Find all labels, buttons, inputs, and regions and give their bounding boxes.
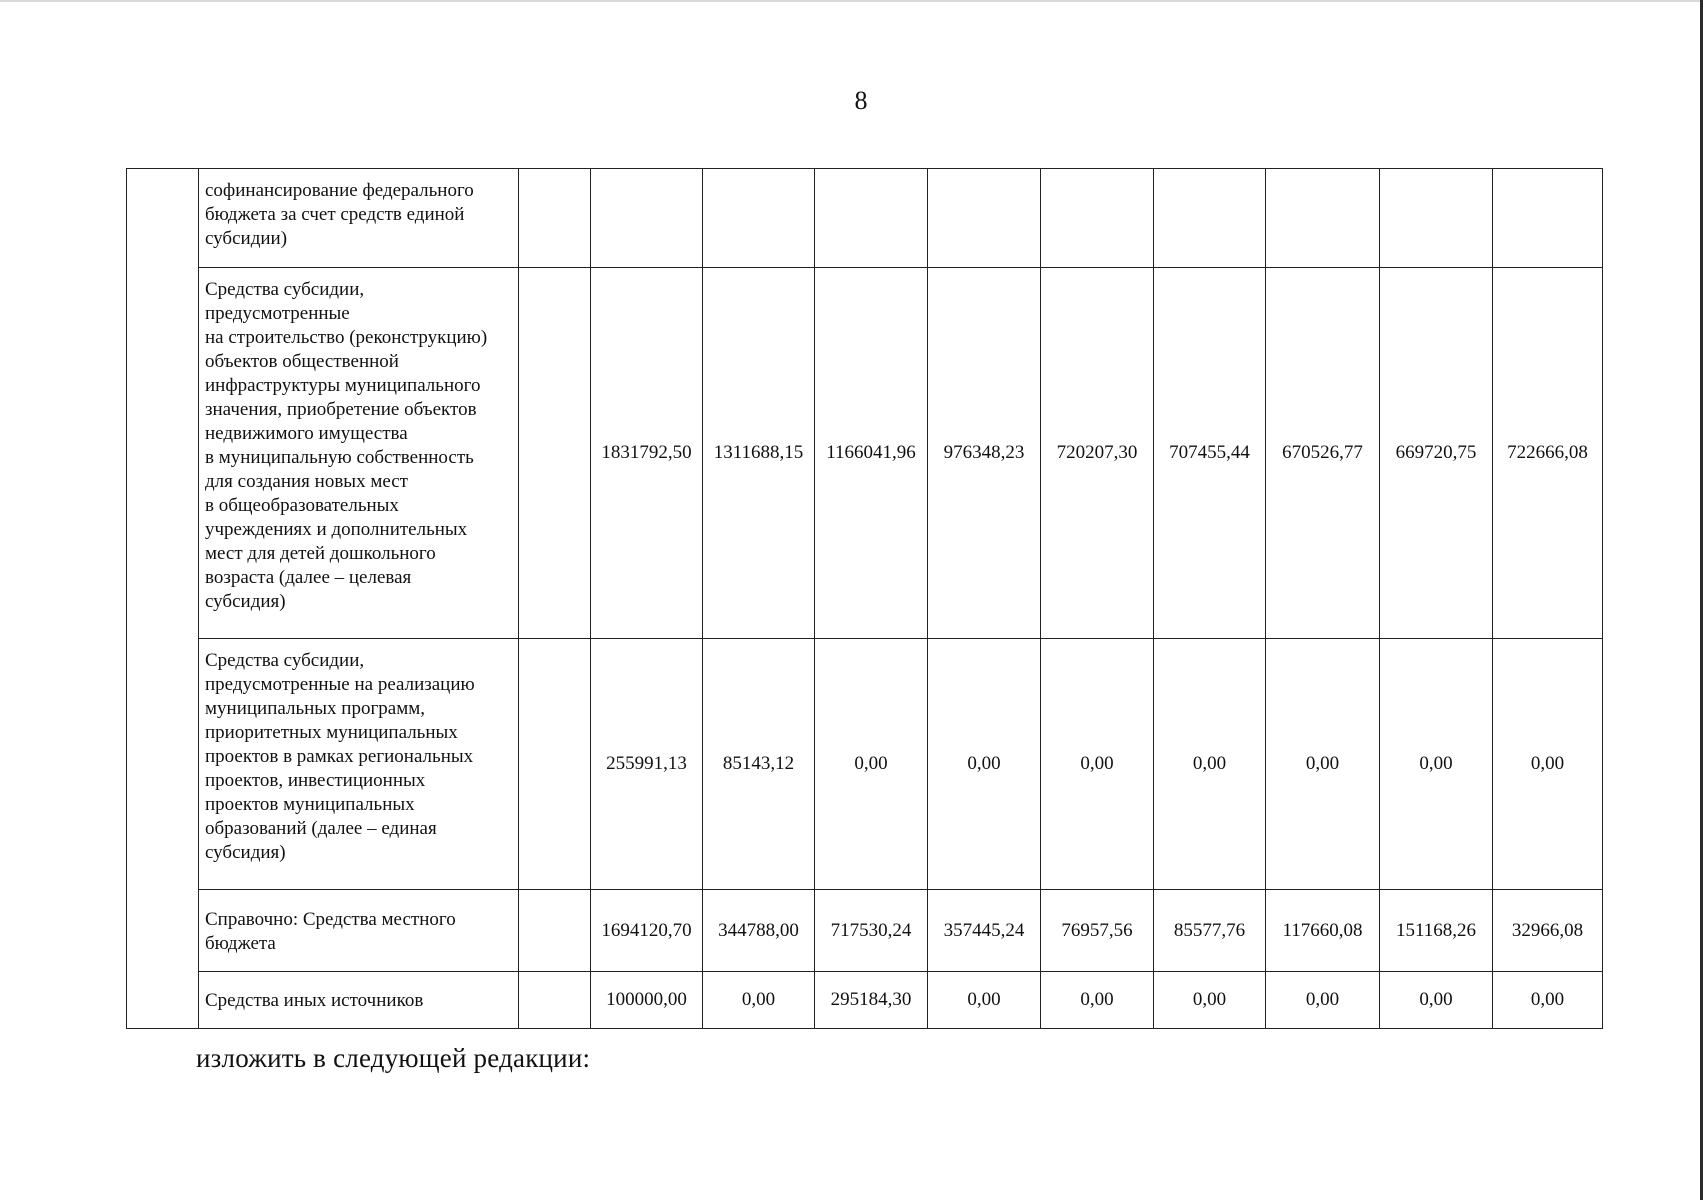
- value-cell: 151168,26: [1380, 890, 1493, 972]
- value-cell: [591, 169, 703, 268]
- table-row-cofinancing: [127, 169, 1603, 268]
- value-cell: [1493, 169, 1603, 268]
- value-cell: 0,00: [1154, 639, 1266, 890]
- value-cell: [1266, 169, 1380, 268]
- value-cell: 0,00: [1041, 972, 1154, 1029]
- row-description: [199, 169, 519, 268]
- value-cell: 0,00: [1041, 639, 1154, 890]
- value-cell: 32966,08: [1493, 890, 1603, 972]
- value-cell: 0,00: [928, 972, 1041, 1029]
- empty-cell: [519, 972, 591, 1029]
- row-description: [199, 268, 519, 639]
- value-cell: 0,00: [1380, 639, 1493, 890]
- row-description: [199, 972, 519, 1029]
- value-cell: 0,00: [1493, 639, 1603, 890]
- empty-cell: [519, 639, 591, 890]
- table-row-single-subsidy: [127, 639, 1603, 890]
- value-cell: 670526,77: [1266, 268, 1380, 639]
- value-cell: [1154, 169, 1266, 268]
- value-cell: 669720,75: [1380, 268, 1493, 639]
- value-cell: 1694120,70: [591, 890, 703, 972]
- table-row-local-budget: [127, 890, 1603, 972]
- value-cell: 717530,24: [815, 890, 928, 972]
- value-cell: 0,00: [703, 972, 815, 1029]
- empty-cell: [519, 890, 591, 972]
- row-description-text: софинансирование федерального бюджета за счет средств единой субсидии): [205, 180, 474, 249]
- table-row-other-sources: [127, 972, 1603, 1029]
- row-description-text: Средства субсидии, предусмотренные на строительство (реконструкцию) объектов общественной инфраструктуры муниципального значения, приобретение объектов недвижимого имущества в муниципальную собственность для создания новых мест в общеобразовательных учреждениях и дополнительных мест для детей дошкольного возраста (далее – целевая субсидия): [205, 279, 488, 612]
- row-description-text: Средства субсидии, предусмотренные на реализацию муниципальных программ, приоритетных муниципальных проектов в рамках региональных проектов, инвестиционных проектов муниципальных образований (далее – единая субсидия): [205, 650, 475, 863]
- empty-cell: [519, 169, 591, 268]
- value-cell: 357445,24: [928, 890, 1041, 972]
- value-cell: 100000,00: [591, 972, 703, 1029]
- value-cell: 1166041,96: [815, 268, 928, 639]
- value-cell: [815, 169, 928, 268]
- value-cell: 0,00: [1493, 972, 1603, 1029]
- value-cell: 255991,13: [591, 639, 703, 890]
- row-description-text: Справочно: Средства местного бюджета: [205, 908, 456, 954]
- scan-edge-top: [0, 0, 1703, 2]
- value-cell: 0,00: [1380, 972, 1493, 1029]
- empty-leftmost-cell: [127, 169, 199, 1029]
- value-cell: 344788,00: [703, 890, 815, 972]
- row-description-text: Средства иных источников: [205, 990, 424, 1011]
- value-cell: 0,00: [815, 639, 928, 890]
- value-cell: 0,00: [1266, 639, 1380, 890]
- value-cell: 0,00: [1266, 972, 1380, 1029]
- value-cell: 720207,30: [1041, 268, 1154, 639]
- row-description: [199, 639, 519, 890]
- page-number: 8: [854, 86, 868, 115]
- value-cell: 1311688,15: [703, 268, 815, 639]
- value-cell: 976348,23: [928, 268, 1041, 639]
- value-cell: 0,00: [928, 639, 1041, 890]
- value-cell: [928, 169, 1041, 268]
- value-cell: 1831792,50: [591, 268, 703, 639]
- value-cell: [703, 169, 815, 268]
- value-cell: 707455,44: [1154, 268, 1266, 639]
- empty-cell: [519, 268, 591, 639]
- value-cell: 295184,30: [815, 972, 928, 1029]
- budget-table: [126, 168, 1603, 1029]
- value-cell: 85577,76: [1154, 890, 1266, 972]
- value-cell: [1041, 169, 1154, 268]
- value-cell: 117660,08: [1266, 890, 1380, 972]
- table-row-target-subsidy: [127, 268, 1603, 639]
- footer-text: изложить в следующей редакции:: [196, 1043, 591, 1073]
- value-cell: 76957,56: [1041, 890, 1154, 972]
- value-cell: 0,00: [1154, 972, 1266, 1029]
- value-cell: [1380, 169, 1493, 268]
- value-cell: 85143,12: [703, 639, 815, 890]
- value-cell: 722666,08: [1493, 268, 1603, 639]
- row-description: [199, 890, 519, 972]
